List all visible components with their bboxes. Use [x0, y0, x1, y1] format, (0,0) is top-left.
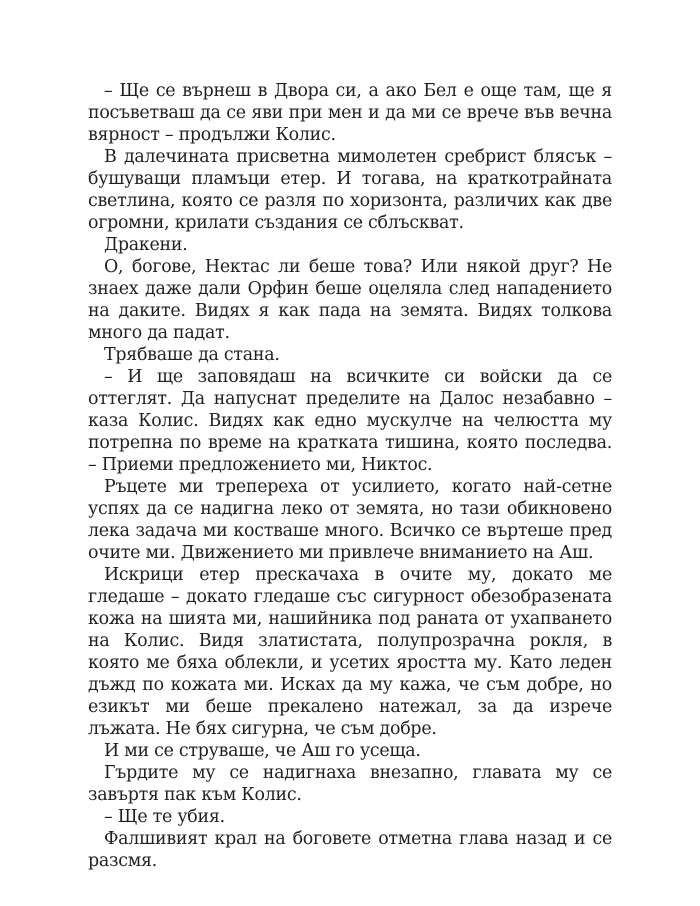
paragraph-9: И ми се струваше, че Аш го усеща. [104, 741, 421, 761]
paragraph-4: О, богове, Нектас ли беше това? Или някой друг? Не знаех даже дали Орфин беше оцеляла след нападението на даките. Видях я как пада на земята. Видях толкова много да падат. [88, 257, 612, 343]
page-text [88, 80, 612, 872]
paragraph-5: Трябваше да стана. [104, 345, 280, 365]
paragraph-8: Искрици етер прескачаха в очите му, докато ме гледаше – докато гледаше със сигурност обезобразената кожа на шията ми, нашийника под раната от ухапването на Колис. Видя златистата, полупрозрачна рокля, в която ме бяха облекли, и усетих яростта му. Като леден дъжд по кожата ми. Исках да му кажа, че съм добре, но езикът ми беше прекалено натежал, за да изрече лъжата. Не бях сигурна, че съм добре. [88, 565, 612, 739]
paragraph-3: Дракени. [104, 235, 188, 255]
paragraph-11: – Ще те убия. [104, 807, 225, 827]
paragraph-2: В далечината присветна мимолетен сребрист блясък – бушуващи пламъци етер. И тогава, на краткотрайната светлина, която се разля по хоризонта, различих как две огромни, крилати създания се сблъскват. [88, 147, 612, 233]
paragraph-12: Фалшивият крал на боговете отметна глава назад и се разсмя. [88, 829, 612, 871]
paragraph-1: – Ще се върнеш в Двора си, а ако Бел е още там, ще я посъветваш да се яви при мен и да ми се врече във вечна вярност – продължи Колис. [88, 81, 612, 145]
paragraph-6: – И ще заповядаш на всичките си войски да се оттеглят. Да напуснат пределите на Далос незабавно – каза Колис. Видях как едно мускулче на челюстта му потрепна по време на кратката тишина, която последва. – Приеми предложението ми, Никтос. [88, 367, 612, 475]
paragraph-10: Гърдите му се надигнаха внезапно, главата му се завъртя пак към Колис. [88, 763, 612, 805]
paragraph-7: Ръцете ми трепереха от усилието, когато най-сетне успях да се надигна леко от земята, но тази обикновено лека задача ми костваше много. Всичко се въртеше пред очите ми. Движението ми привлече вниманието на Аш. [88, 477, 612, 563]
